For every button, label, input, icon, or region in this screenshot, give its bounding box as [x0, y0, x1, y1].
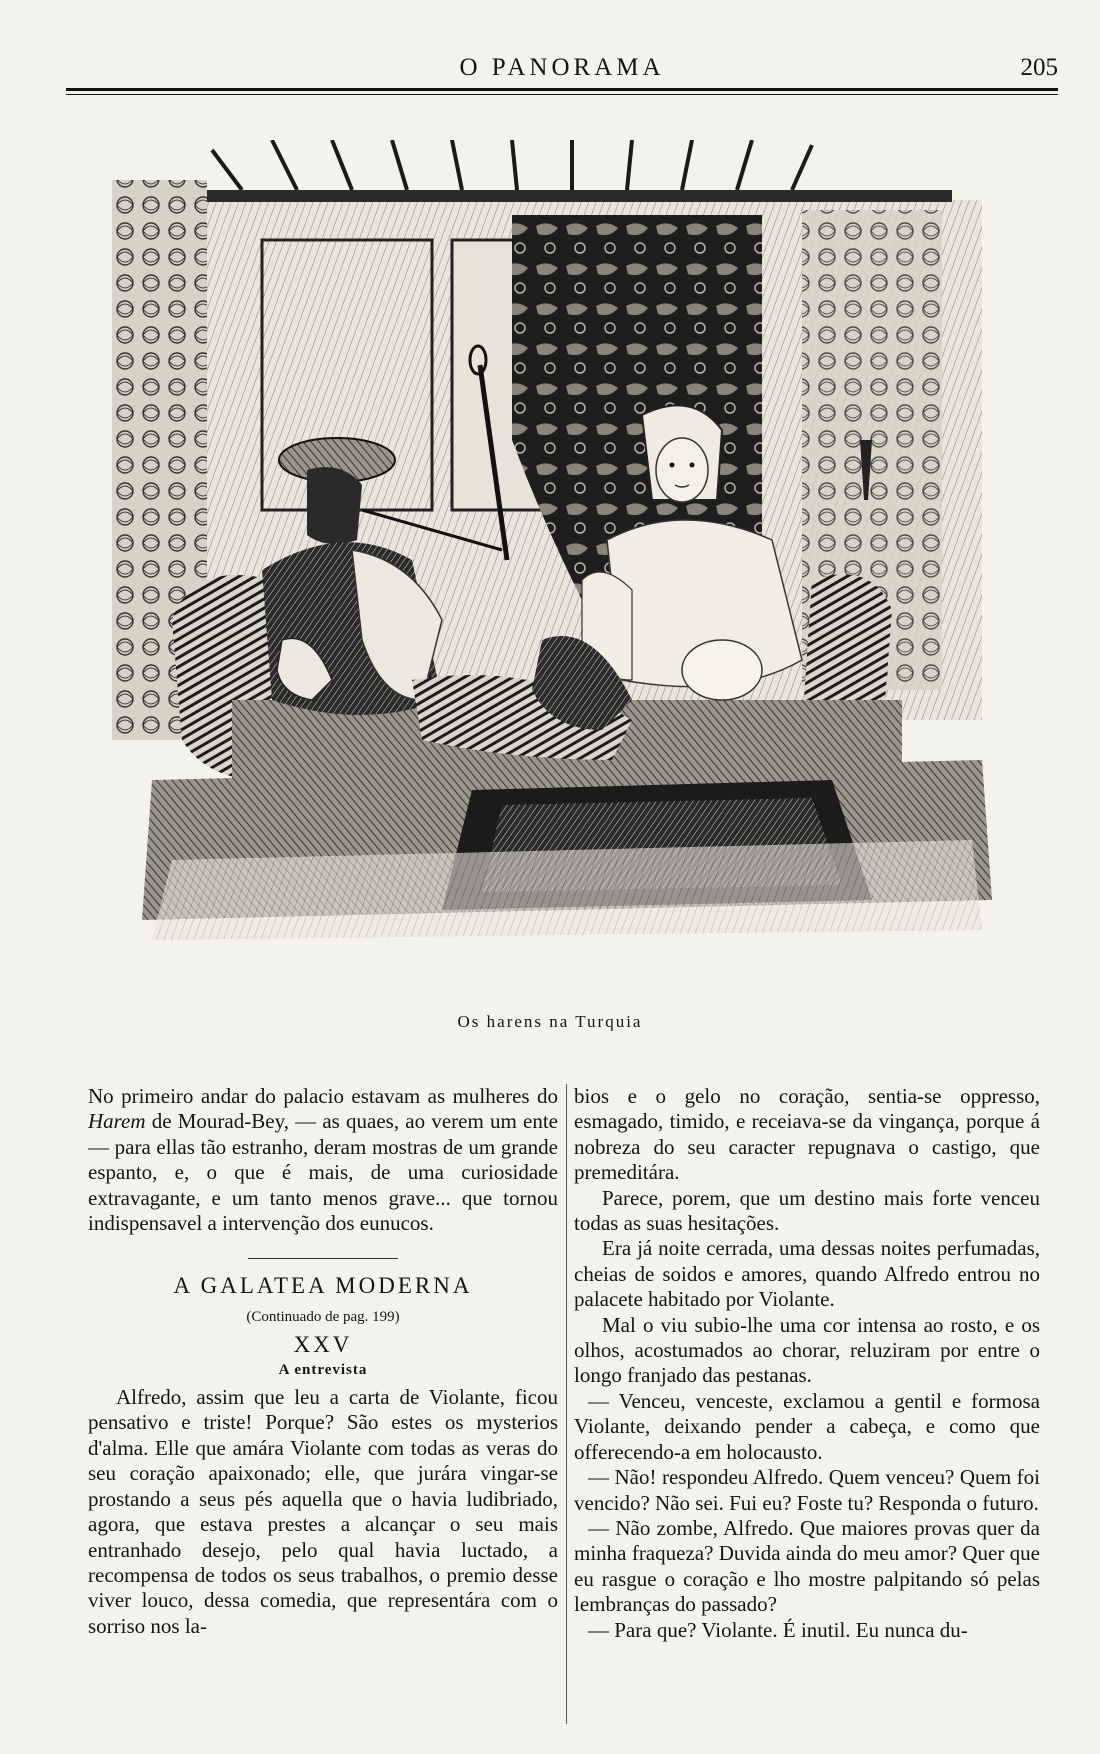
dialog-line: — Não! respondeu Alfredo. Quem venceu? Quem foi vencido? Não sei. Fui eu? Foste tu? Responda o futuro. — [574, 1465, 1040, 1515]
publication-title: O PANORAMA — [459, 54, 665, 81]
chapter-title: A entrevista — [278, 1361, 368, 1378]
section-title: A GALATEA MODERNA — [173, 1273, 473, 1299]
section-subtitle: (Continuado de pag. 199) — [246, 1308, 400, 1325]
body-paragraph: Alfredo, assim que leu a carta de Violante, ficou pensativo e triste! Porque? São estes os mysterios d'alma. Elle que amára Violante com todas as veras do seu coração apaixonado; elle, que jurára vingar-se prostando a seus pés aquella que o havia ludibriado, agora, que estava prestes a alcançar o seu mais entranhado desejo, pelo qual havia luctado, a recompensa de todos os seus trabalhos, o premio desse viver louco, dessa comedia, que representára com o sorriso nos la- — [88, 1385, 558, 1638]
dialog-line: — Venceu, venceste, exclamou a gentil e formosa Violante, deixando pender a cabeça, e como que offerecendo-a em holocausto. — [574, 1388, 1040, 1464]
harem-engraving — [112, 140, 1020, 980]
header-rule-thick — [66, 88, 1058, 91]
header-rule-thin — [66, 94, 1058, 95]
body-paragraph: Era já noite cerrada, uma dessas noites perfumadas, cheias de soidos e amores, quando Alfredo entrou no palacete habitado por Violante. — [574, 1236, 1040, 1312]
body-paragraph: Mal o viu subio-lhe uma cor intensa ao rosto, e os olhos, acostumados ao chorar, reluziram por entre o longo franjado das pestanas. — [574, 1312, 1040, 1388]
section-separator — [248, 1258, 398, 1259]
body-paragraph: Parece, porem, que um destino mais forte venceu todas as suas hesitações. — [574, 1185, 1040, 1236]
intro-paragraph: No primeiro andar do palacio estavam as mulheres do Harem de Mourad-Bey, — as quaes, ao verem um ente — para ellas tão estranho, deram mostras de um grande espanto, e, o que é mais, de uma curiosidade extravagante, e um tanto menos grave... que tornou indispensavel a intervenção dos eunucos. — [88, 1084, 558, 1236]
dialog-line: — Para que? Violante. É inutil. Eu nunca du- — [588, 1617, 968, 1642]
column-divider — [566, 1084, 567, 1724]
right-column — [574, 1084, 1040, 1643]
body-paragraph-continued: bios e o gelo no coração, sentia-se oppresso, esmagado, timido, e receiava-se da vingança, porque á nobreza do seu caracter repugnava o castigo, que premeditára. — [574, 1084, 1040, 1185]
illustration-caption: Os harens na Turquia — [457, 1012, 643, 1031]
chapter-number: XXV — [293, 1332, 353, 1358]
italic-word: Harem — [88, 1109, 146, 1134]
left-column — [88, 1084, 558, 1639]
dialog-line: — Não zombe, Alfredo. Que maiores provas quer da minha fraqueza? Duvida ainda do meu amor? Quer que eu rasgue o coração e lho mostre palpitando só pelas lembranças do passado? — [574, 1515, 1040, 1617]
page-number: 205 — [1020, 54, 1058, 81]
